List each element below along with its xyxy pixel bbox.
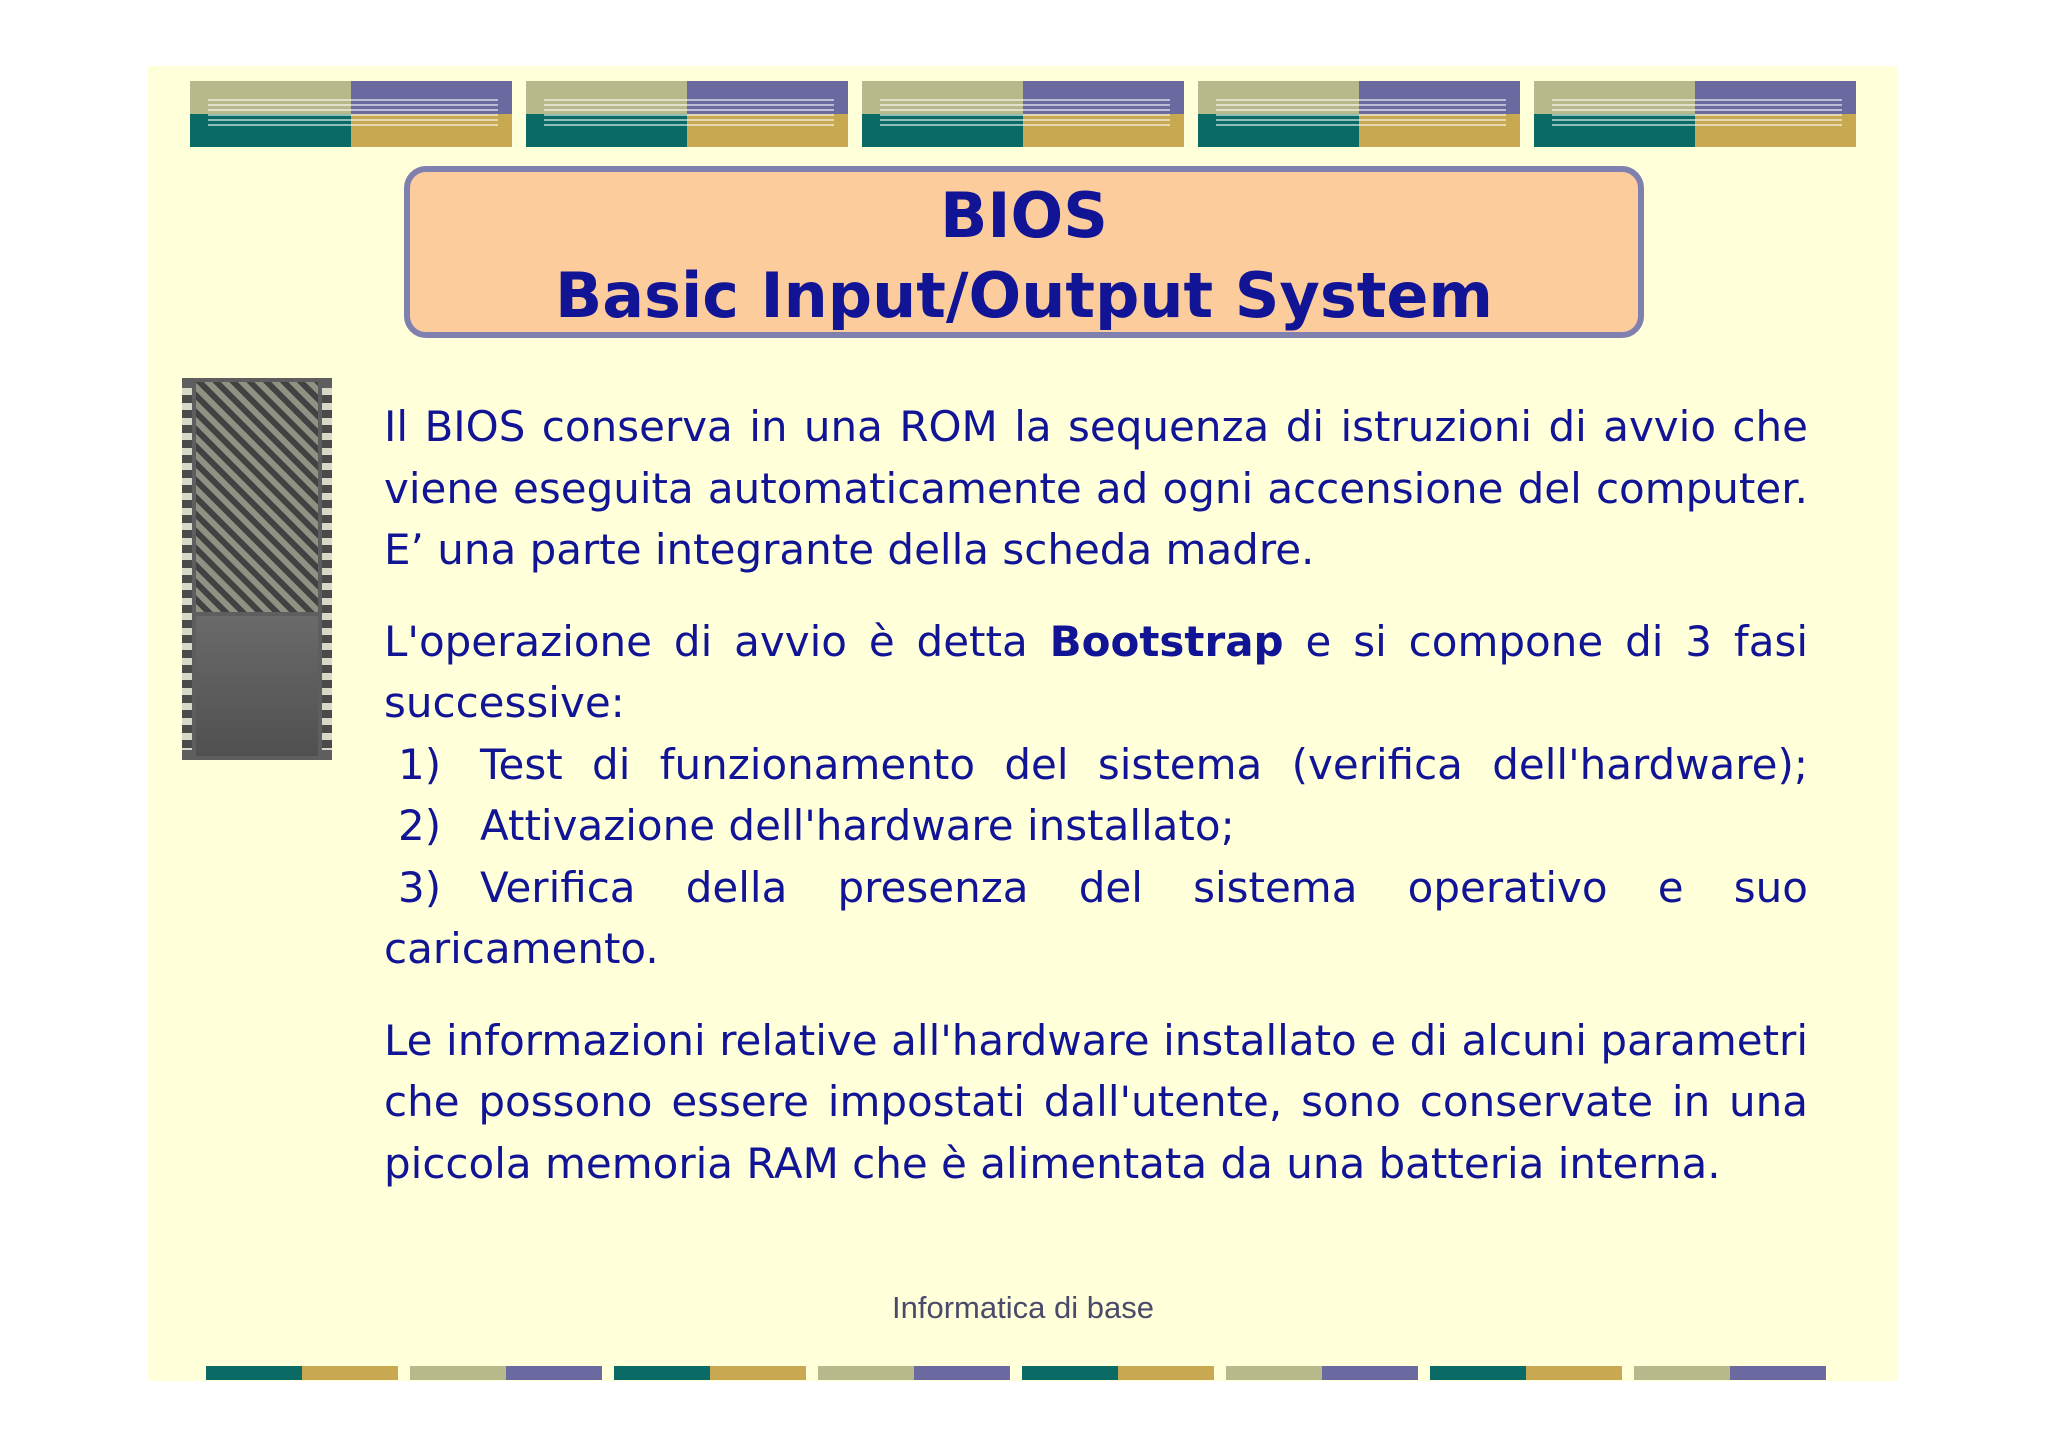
decor-block <box>190 81 512 147</box>
list-item <box>384 795 1808 857</box>
slide <box>148 66 1898 1381</box>
bottom-decorative-band <box>206 1366 1828 1380</box>
decor-block <box>526 81 848 147</box>
list-number: 3) <box>398 862 442 912</box>
title-line-1: BIOS <box>940 179 1108 252</box>
list-item <box>384 734 1808 796</box>
paragraph-bios-intro: Il BIOS conserva in una ROM la sequenza di istruzioni di avvio che viene eseguita automaticamente ad ogni accensione del computer. E’ una parte integrante della scheda madre. <box>384 402 1808 574</box>
paragraph-bootstrap <box>384 611 1808 734</box>
top-decorative-band <box>190 81 1856 147</box>
decor-block <box>862 81 1184 147</box>
list-item <box>384 857 1808 980</box>
paragraph-bootstrap-lead: L'operazione di avvio è detta <box>384 616 1050 666</box>
decor-block <box>1534 81 1856 147</box>
list-text: Verifica della presenza del sistema operativo e suo <box>480 862 1808 912</box>
rom-chip-icon <box>182 378 332 760</box>
footer-text: Informatica di base <box>892 1290 1154 1325</box>
bootstrap-keyword: Bootstrap <box>1049 616 1284 666</box>
list-text: Attivazione dell'hardware installato; <box>480 801 1235 850</box>
list-text: Test di funzionamento del sistema (verifica dell'hardware); <box>480 739 1808 789</box>
list-number: 2) <box>398 801 442 850</box>
decor-block <box>1198 81 1520 147</box>
title-line-2: Basic Input/Output System <box>554 259 1494 332</box>
list-number: 1) <box>398 739 442 789</box>
list-text-continuation: caricamento. <box>384 924 659 973</box>
title-box <box>404 166 1644 338</box>
paragraph-ram-info: Le informazioni relative all'hardware installato e di alcuni parametri che possono essere impostati dall'utente, sono conservate in una piccola memoria RAM che è alimentata da una batteria interna. <box>384 1015 1808 1188</box>
body-text <box>384 396 1808 1194</box>
paragraph-bootstrap-tail: e si compone di 3 fasi successive: <box>384 616 1808 727</box>
